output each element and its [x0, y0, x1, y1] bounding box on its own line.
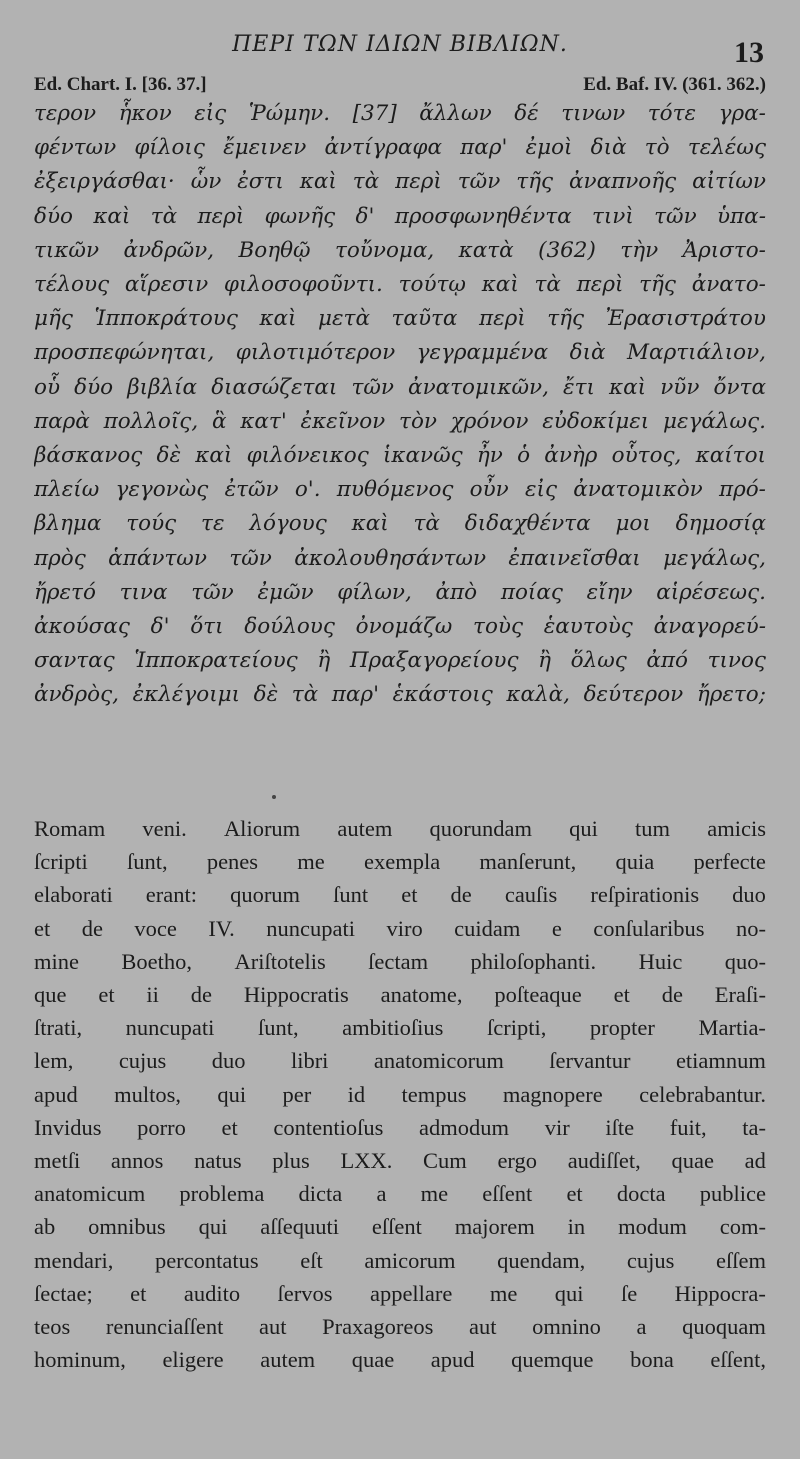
- greek-text-line: φέντων φίλοις ἔμεινεν ἀντίγραφα παρ' ἐμοὶ διὰ τὸ τελέως: [34, 135, 766, 161]
- latin-text-line: Romam veni. Aliorum autem quorundam qui tum amicis: [34, 816, 766, 841]
- latin-text-line: hominum, eligere autem quae apud quemque bona eſſent,: [34, 1347, 766, 1373]
- edition-reference-left: Ed. Chart. I. [36. 37.]: [34, 74, 207, 95]
- latin-text-line: que et ii de Hippocratis anatome, poſteaque et de Eraſi-: [34, 982, 766, 1008]
- greek-text-line: πρὸς ἁπάντων τῶν ἀκολουθησάντων ἐπαινεῖσθαι μεγάλως,: [34, 545, 766, 571]
- latin-text-line: lem, cujus duo libri anatomicorum ſervantur etiamnum: [34, 1048, 766, 1074]
- greek-text-line: τέλους αἵρεσιν φιλοσοφοῦντι. τούτῳ καὶ τὰ περὶ τῆς ἀνατο-: [34, 272, 766, 298]
- latin-text-line: ſectae; et audito ſervos appellare me qui ſe Hippocra-: [34, 1280, 766, 1306]
- latin-text-line: elaborati erant: quorum ſunt et de cauſis reſpirationis duo: [34, 882, 766, 908]
- latin-text-line: metſi annos natus plus LXX. Cum ergo audiſſet, quae ad: [34, 1148, 766, 1174]
- latin-text-block: [34, 812, 766, 1376]
- separator-dot: [272, 795, 276, 799]
- latin-text-line: mendari, percontatus eſt amicorum quendam, cujus eſſem: [34, 1247, 766, 1273]
- greek-text-line: δύο καὶ τὰ περὶ φωνῆς δ' προσφωνηθέντα τινὶ τῶν ὑπα-: [34, 203, 766, 229]
- greek-text-line: τικῶν ἀνδρῶν, Βοηθῷ τοὔνομα, κατὰ (362) τὴν Ἀριστο-: [34, 237, 766, 263]
- greek-text-line: οὗ δύο βιβλία διασώζεται τῶν ἀνατομικῶν, ἔτι καὶ νῦν ὄντα: [34, 374, 766, 400]
- latin-text-line: ſtrati, nuncupati ſunt, ambitioſius ſcripti, propter Martia-: [34, 1015, 766, 1041]
- greek-text-line: προσπεφώνηται, φιλοτιμότερον γεγραμμένα διὰ Μαρτιάλιον,: [34, 340, 766, 366]
- latin-text-line: mine Boetho, Ariſtotelis ſectam philoſophanti. Huic quo-: [34, 948, 766, 974]
- greek-text-block: [34, 97, 766, 713]
- greek-text-line: ἀνδρὸς, ἐκλέγοιμι δὲ τὰ παρ' ἑκάστοις καλὰ, δεύτερον ἤρετο;: [34, 682, 766, 708]
- edition-reference-right: Ed. Baf. IV. (361. 362.): [583, 74, 766, 95]
- running-title: ΠΕΡΙ ΤΩΝ ΙΔΙΩΝ ΒΙΒΛΙΩΝ.: [232, 32, 568, 57]
- greek-text-line: ἀκούσας δ' ὅτι δούλους ὀνομάζω τοὺς ἑαυτοὺς ἀναγορεύ-: [34, 614, 766, 640]
- latin-text-line: anatomicum problema dicta a me eſſent et docta publice: [34, 1181, 766, 1207]
- page-number: 13: [734, 36, 764, 69]
- greek-text-line: ἐξειργάσθαι· ὧν ἐστι καὶ τὰ περὶ τῶν τῆς ἀναπνοῆς αἰτίων: [34, 169, 766, 195]
- latin-text-line: teos renunciaſſent aut Praxagoreos aut omnino a quoquam: [34, 1314, 766, 1340]
- greek-text-line: ἤρετό τινα τῶν ἐμῶν φίλων, ἀπὸ ποίας εἴην αἱρέσεως.: [34, 579, 766, 605]
- greek-text-line: σαντας Ἱπποκρατείους ἢ Πραξαγορείους ἢ ὅλως ἀπό τινος: [34, 648, 766, 674]
- greek-text-line: βάσκανος δὲ καὶ φιλόνεικος ἱκανῶς ἦν ὁ ἀνὴρ οὗτος, καίτοι: [34, 443, 766, 469]
- latin-text-line: ab omnibus qui aſſequuti eſſent majorem in modum com-: [34, 1214, 766, 1240]
- greek-text-line: μῆς Ἱπποκράτους καὶ μετὰ ταῦτα περὶ τῆς Ἐρασιστράτου: [34, 306, 766, 332]
- greek-text-line: τερον ἧκον εἰς Ῥώμην. [37] ἄλλων δέ τινων τότε γρα-: [34, 101, 766, 126]
- greek-text-line: παρὰ πολλοῖς, ἃ κατ' ἐκεῖνον τὸν χρόνον εὐδοκίμει μεγάλως.: [34, 408, 766, 434]
- latin-text-line: apud multos, qui per id tempus magnopere celebrabantur.: [34, 1081, 766, 1107]
- latin-text-line: ſcripti ſunt, penes me exempla manſerunt, quia perfecte: [34, 849, 766, 875]
- latin-text-line: et de voce IV. nuncupati viro cuidam e conſularibus no-: [34, 915, 766, 941]
- greek-text-line: πλείω γεγονὼς ἐτῶν ο'. πυθόμενος οὖν εἰς ἀνατομικὸν πρό-: [34, 477, 766, 503]
- latin-text-line: Invidus porro et contentioſus admodum vir iſte fuit, ta-: [34, 1114, 766, 1140]
- greek-text-line: βλημα τούς τε λόγους καὶ τὰ διδαχθέντα μοι δημοσίᾳ: [34, 511, 766, 537]
